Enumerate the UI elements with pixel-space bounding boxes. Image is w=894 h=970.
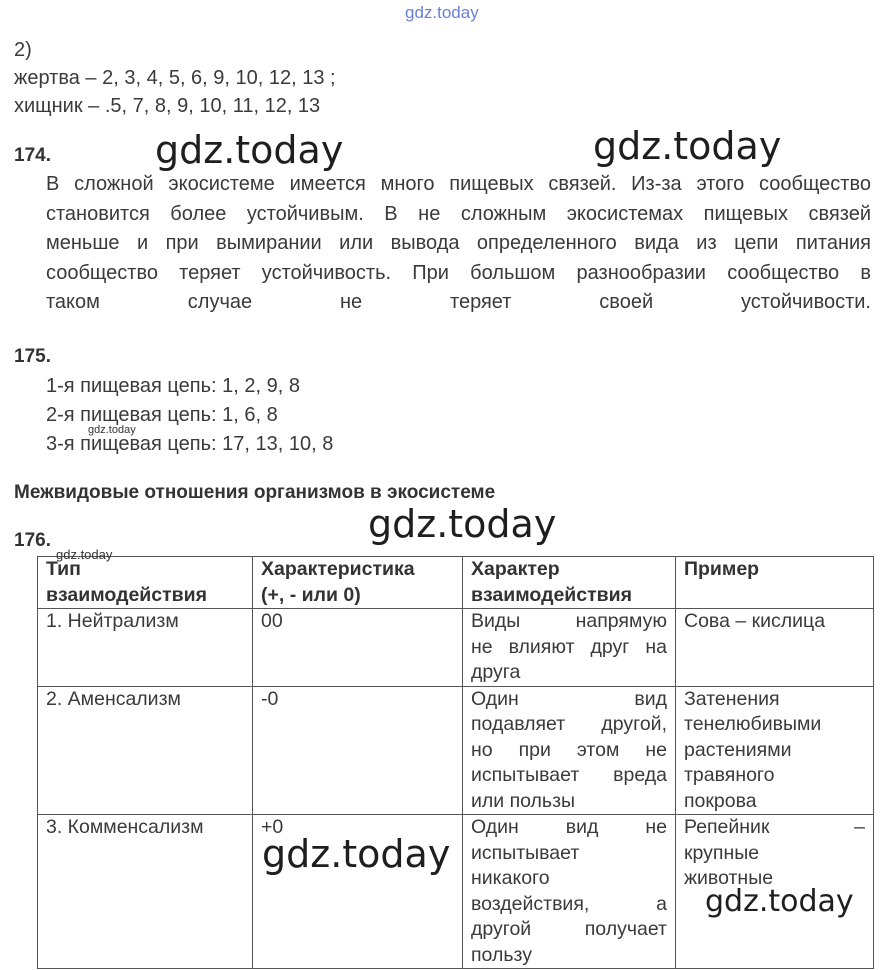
watermark-174-right: gdz.today — [593, 124, 782, 168]
header-nature: Характер взаимодействия — [463, 557, 676, 609]
cell-example: Затенения тенелюбивыми растениями травяного покрова — [676, 686, 874, 815]
watermark-table-right: gdz.today — [705, 884, 854, 919]
task-176-number: 176. — [14, 530, 51, 551]
cell-example: Сова – кислица — [676, 609, 874, 687]
part2-label: 2) — [14, 39, 32, 61]
victim-line: жертва – 2, 3, 4, 5, 6, 9, 10, 12, 13 ; — [14, 67, 336, 89]
answer-line: меньше и при вымирании или вывода определенного вида из цепи питания — [46, 232, 871, 254]
watermark-small-176: gdz.today — [56, 547, 113, 562]
cell-type: 3. Комменсализм — [38, 815, 253, 969]
watermark-top: gdz.today — [405, 3, 479, 22]
watermark-table-left: gdz.today — [262, 832, 451, 876]
header-characteristic: Характеристика (+, - или 0) — [253, 557, 463, 609]
cell-characteristic: -0 — [253, 686, 463, 815]
answer-line: таком случае не теряет своей устойчивости. — [46, 291, 871, 313]
cell-nature: Один вид подавляет другой, но при этом не испытывает вреда или пользы — [463, 686, 676, 815]
watermark-small-175: gdz.today — [88, 424, 136, 436]
answer-line: В сложной экосистеме имеется много пищевых связей. Из-за этого сообщество — [46, 173, 871, 195]
watermark-174-left: gdz.today — [155, 128, 344, 172]
cell-nature: Виды напрямую не влияют друг на друга — [463, 609, 676, 687]
header-example: Пример — [676, 557, 874, 609]
food-chain-2: 2-я пищевая цепь: 1, 6, 8 — [46, 404, 278, 426]
task-174-answer — [46, 170, 871, 318]
table-row — [38, 686, 874, 815]
cell-nature: Один вид не испытывает никакого воздействия, а другой получает пользу — [463, 815, 676, 969]
task-174-number: 174. — [14, 145, 51, 166]
header-type: Тип взаимодействия — [38, 557, 253, 609]
cell-type: 1. Нейтрализм — [38, 609, 253, 687]
section-heading: Межвидовые отношения организмов в экосистеме — [14, 482, 496, 503]
answer-line: сообщество теряет устойчивость. При большом разнообразии сообщество в — [46, 261, 871, 284]
watermark-176: gdz.today — [368, 502, 557, 546]
cell-characteristic: +0 — [253, 815, 463, 969]
food-chain-1: 1-я пищевая цепь: 1, 2, 9, 8 — [46, 375, 300, 397]
cell-example: Репейник – крупные животные — [676, 815, 874, 969]
food-chain-3: 3-я пищевая цепь: 17, 13, 10, 8 — [46, 433, 334, 455]
task-175-number: 175. — [14, 346, 51, 367]
table-row — [38, 609, 874, 687]
cell-characteristic: 00 — [253, 609, 463, 687]
predator-line: хищник – .5, 7, 8, 9, 10, 11, 12, 13 — [14, 95, 321, 117]
table-header-row — [38, 557, 874, 609]
cell-type: 2. Аменсализм — [38, 686, 253, 815]
answer-line: становится более устойчивым. В не сложным экосистемах пищевых связей — [46, 202, 871, 225]
